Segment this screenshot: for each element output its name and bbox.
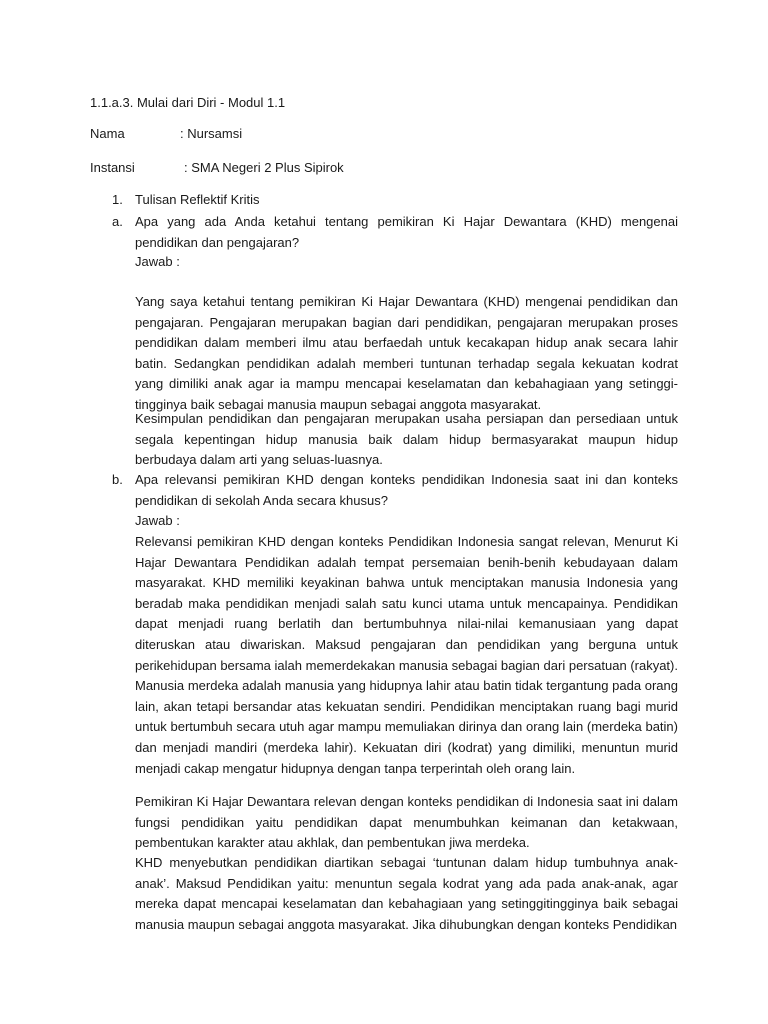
instansi-value: : SMA Negeri 2 Plus Sipirok [184,160,344,175]
document-title: 1.1.a.3. Mulai dari Diri - Modul 1.1 [90,95,286,110]
nama-label: Nama [90,126,125,141]
question-b-answer-label: Jawab : [135,513,180,528]
instansi-label: Instansi [90,160,135,175]
question-b-answer-paragraph: Relevansi pemikiran KHD dengan konteks Pendidikan Indonesia sangat relevan, Menurut Ki Hajar Dewantara Pendidikan adalah tempat persemaian benih-benih kebudayaan dalam masyarakat. KHD memiliki keyakinan bahwa untuk menciptakan manusia Indonesia yang beradab maka pendidikan menjadi salah satu kunci utama untuk mencapainya. Pendidikan dapat menjadi ruang berlatih dan bertumbuhnya nilai-nilai kemanusiaan yang dapat diteruskan atau diwariskan. Maksud pengajaran dan pendidikan yang berguna untuk perikehidupan bersama ialah memerdekakan manusia sebagai bagian dari persatuan (rakyat). Manusia merdeka adalah manusia yang hidupnya lahir atau batin tidak tergantung pada orang lain, akan tetapi bersandar atas kekuatan sendiri. Pendidikan menciptakan ruang bagi murid untuk bertumbuh secara utuh agar mampu memuliakan dirinya dan orang lain (merdeka batin) dan menjadi mandiri (merdeka lahir). Kekuatan diri (kodrat) yang dimiliki, menuntun murid menjadi cakap mengatur hidupnya dengan tanpa terperintah oleh orang lain. [135,534,678,776]
question-a-answer-label: Jawab : [135,254,180,269]
question-b-marker: b. [112,472,123,487]
section-heading: Tulisan Reflektif Kritis [135,192,260,207]
question-a-answer-paragraph: Kesimpulan pendidikan dan pengajaran merupakan usaha persiapan dan persediaan untuk segala kepentingan hidup manusia baik dalam hidup bermasyarakat maupun hidup berbudaya dalam arti yang seluas-luasnya. [135,411,678,468]
section-number: 1. [112,192,123,207]
nama-value: : Nursamsi [180,126,243,141]
question-b-text: Apa relevansi pemikiran KHD dengan konteks pendidikan Indonesia saat ini dan konteks pendidikan di sekolah Anda secara khusus? [135,472,678,508]
question-a-answer-paragraph: Yang saya ketahui tentang pemikiran Ki Hajar Dewantara (KHD) mengenai pendidikan dan pengajaran. Pengajaran merupakan bagian dari pendidikan, pengajaran merupakan proses pendidikan dalam memberi ilmu atau berfaedah untuk kecakapan hidup anak secara lahir batin. Sedangkan pendidikan adalah memberi tuntunan terhadap segala kekuatan kodrat yang dimiliki anak agar ia mampu mencapai keselamatan dan kebahagiaan yang setinggi-tingginya baik sebagai manusia maupun sebagai anggota masyarakat. [135,294,678,412]
question-b-answer-paragraph: Pemikiran Ki Hajar Dewantara relevan dengan konteks pendidikan di Indonesia saat ini dalam fungsi pendidikan yaitu pendidikan dapat menumbuhkan keimanan dan ketakwaan, pembentukan karakter atau akhlak, dan pembentukan jiwa merdeka. [135,794,678,851]
question-a-marker: a. [112,214,123,229]
question-a-text: Apa yang ada Anda ketahui tentang pemikiran Ki Hajar Dewantara (KHD) mengenai pendidikan dan pengajaran? [135,214,678,250]
question-b-answer-paragraph: KHD menyebutkan pendidikan diartikan sebagai ‘tuntunan dalam hidup tumbuhnya anak-anak’. Maksud Pendidikan yaitu: menuntun segala kodrat yang ada pada anak-anak, agar mereka dapat mencapai keselamatan dan kebahagiaan yang setinggitingginya baik sebagai manusia maupun sebagai anggota masyarakat. Jika dihubungkan dengan konteks Pendidikan [135,855,678,932]
